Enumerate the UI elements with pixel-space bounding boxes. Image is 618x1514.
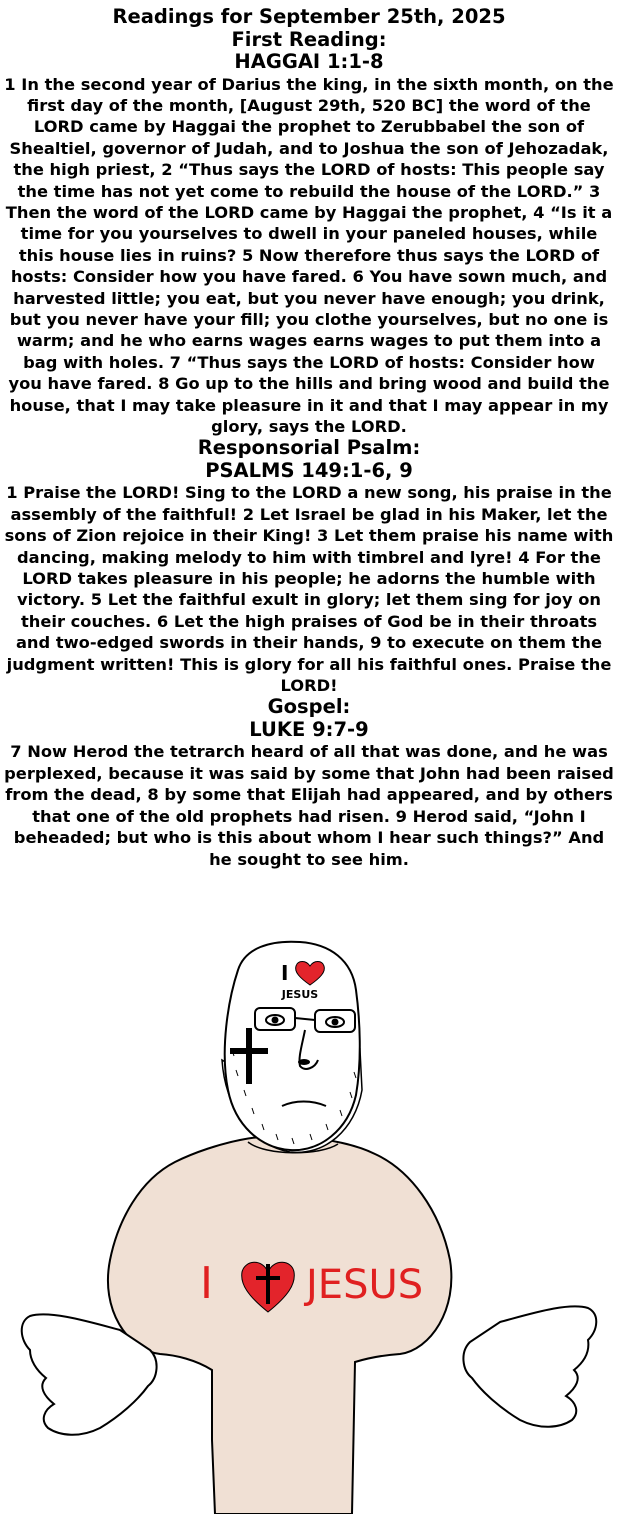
- svg-text:JESUS: JESUS: [306, 1262, 424, 1308]
- svg-text:I: I: [200, 1258, 213, 1309]
- psalm-citation: PSALMS 149:1-6, 9: [205, 458, 413, 482]
- page-title: Readings for September 25th, 2025: [112, 5, 506, 28]
- head: [225, 942, 360, 1150]
- wojak-illustration: [0, 930, 618, 1514]
- psalm-label: Responsorial Psalm:: [197, 436, 421, 460]
- gospel-text: 7 Now Herod the tetrarch heard of all that was done, and he was perplexed, because it was said by some that John had been raised from the dead, 8 by some that Elijah had appeared, and by others that one of the old prophets had risen. 9 Herod said, “John I beheaded; but who is this about whom I hear such things?” And he sought to see him.: [4, 742, 614, 869]
- first-reading-text: 1 In the second year of Darius the king, in the sixth month, on the first day of the month, [August 29th, 520 BC] the word of the LORD came by Haggai the prophet to Zerubbabel the son of Shealtiel, governor of Judah, and to Joshua the son of Jehozadak, the high priest, 2 “Thus says the LORD of hosts: This people say the time has not yet come to rebuild the house of the LORD.” 3 Then the word of the LORD came by Haggai the prophet, 4 “Is it a time for you yourselves to dwell in your paneled houses, while this house lies in ruins? 5 Now therefore thus says the LORD of hosts: Consider how you have fared. 6 You have sown much, and harvested little; you eat, but you never have enough; you drink, but you never have your fill; you clothe yourselves, but no one is warm; and he who earns wages earns wages to put them into a bag with holes. 7 “Thus says the LORD of hosts: Consider how you have fared. 8 Go up to the hills and bring wood and build the house, that I may take pleasure in it and that I may appear in my glory, says the LORD.: [4, 74, 614, 436]
- right-hand: [463, 1306, 596, 1426]
- psalm-text: 1 Praise the LORD! Sing to the LORD a new song, his praise in the assembly of the faithful! 2 Let Israel be glad in his Maker, let the sons of Zion rejoice in their King! 3 Let them praise his name with dancing, making melody to him with timbrel and lyre! 4 For the LORD takes pleasure in his people; he adorns the humble with victory. 5 Let the faithful exult in glory; let them sing for joy on their couches. 6 Let the high praises of God be in their throats and two-edged swords in their hands, 9 to execute on them the judgment written! This is glory for all his faithful ones. Praise the LORD!: [4, 483, 614, 696]
- first-reading-citation: HAGGAI 1:1-8: [234, 50, 384, 73]
- shirt: [108, 1136, 451, 1514]
- svg-text:I: I: [281, 961, 289, 985]
- gospel-label: Gospel:: [267, 695, 351, 719]
- svg-text:JESUS: JESUS: [281, 988, 319, 1001]
- gospel-citation: LUKE 9:7-9: [249, 717, 369, 741]
- first-reading-label: First Reading:: [231, 27, 387, 51]
- readings-text: [4, 6, 614, 870]
